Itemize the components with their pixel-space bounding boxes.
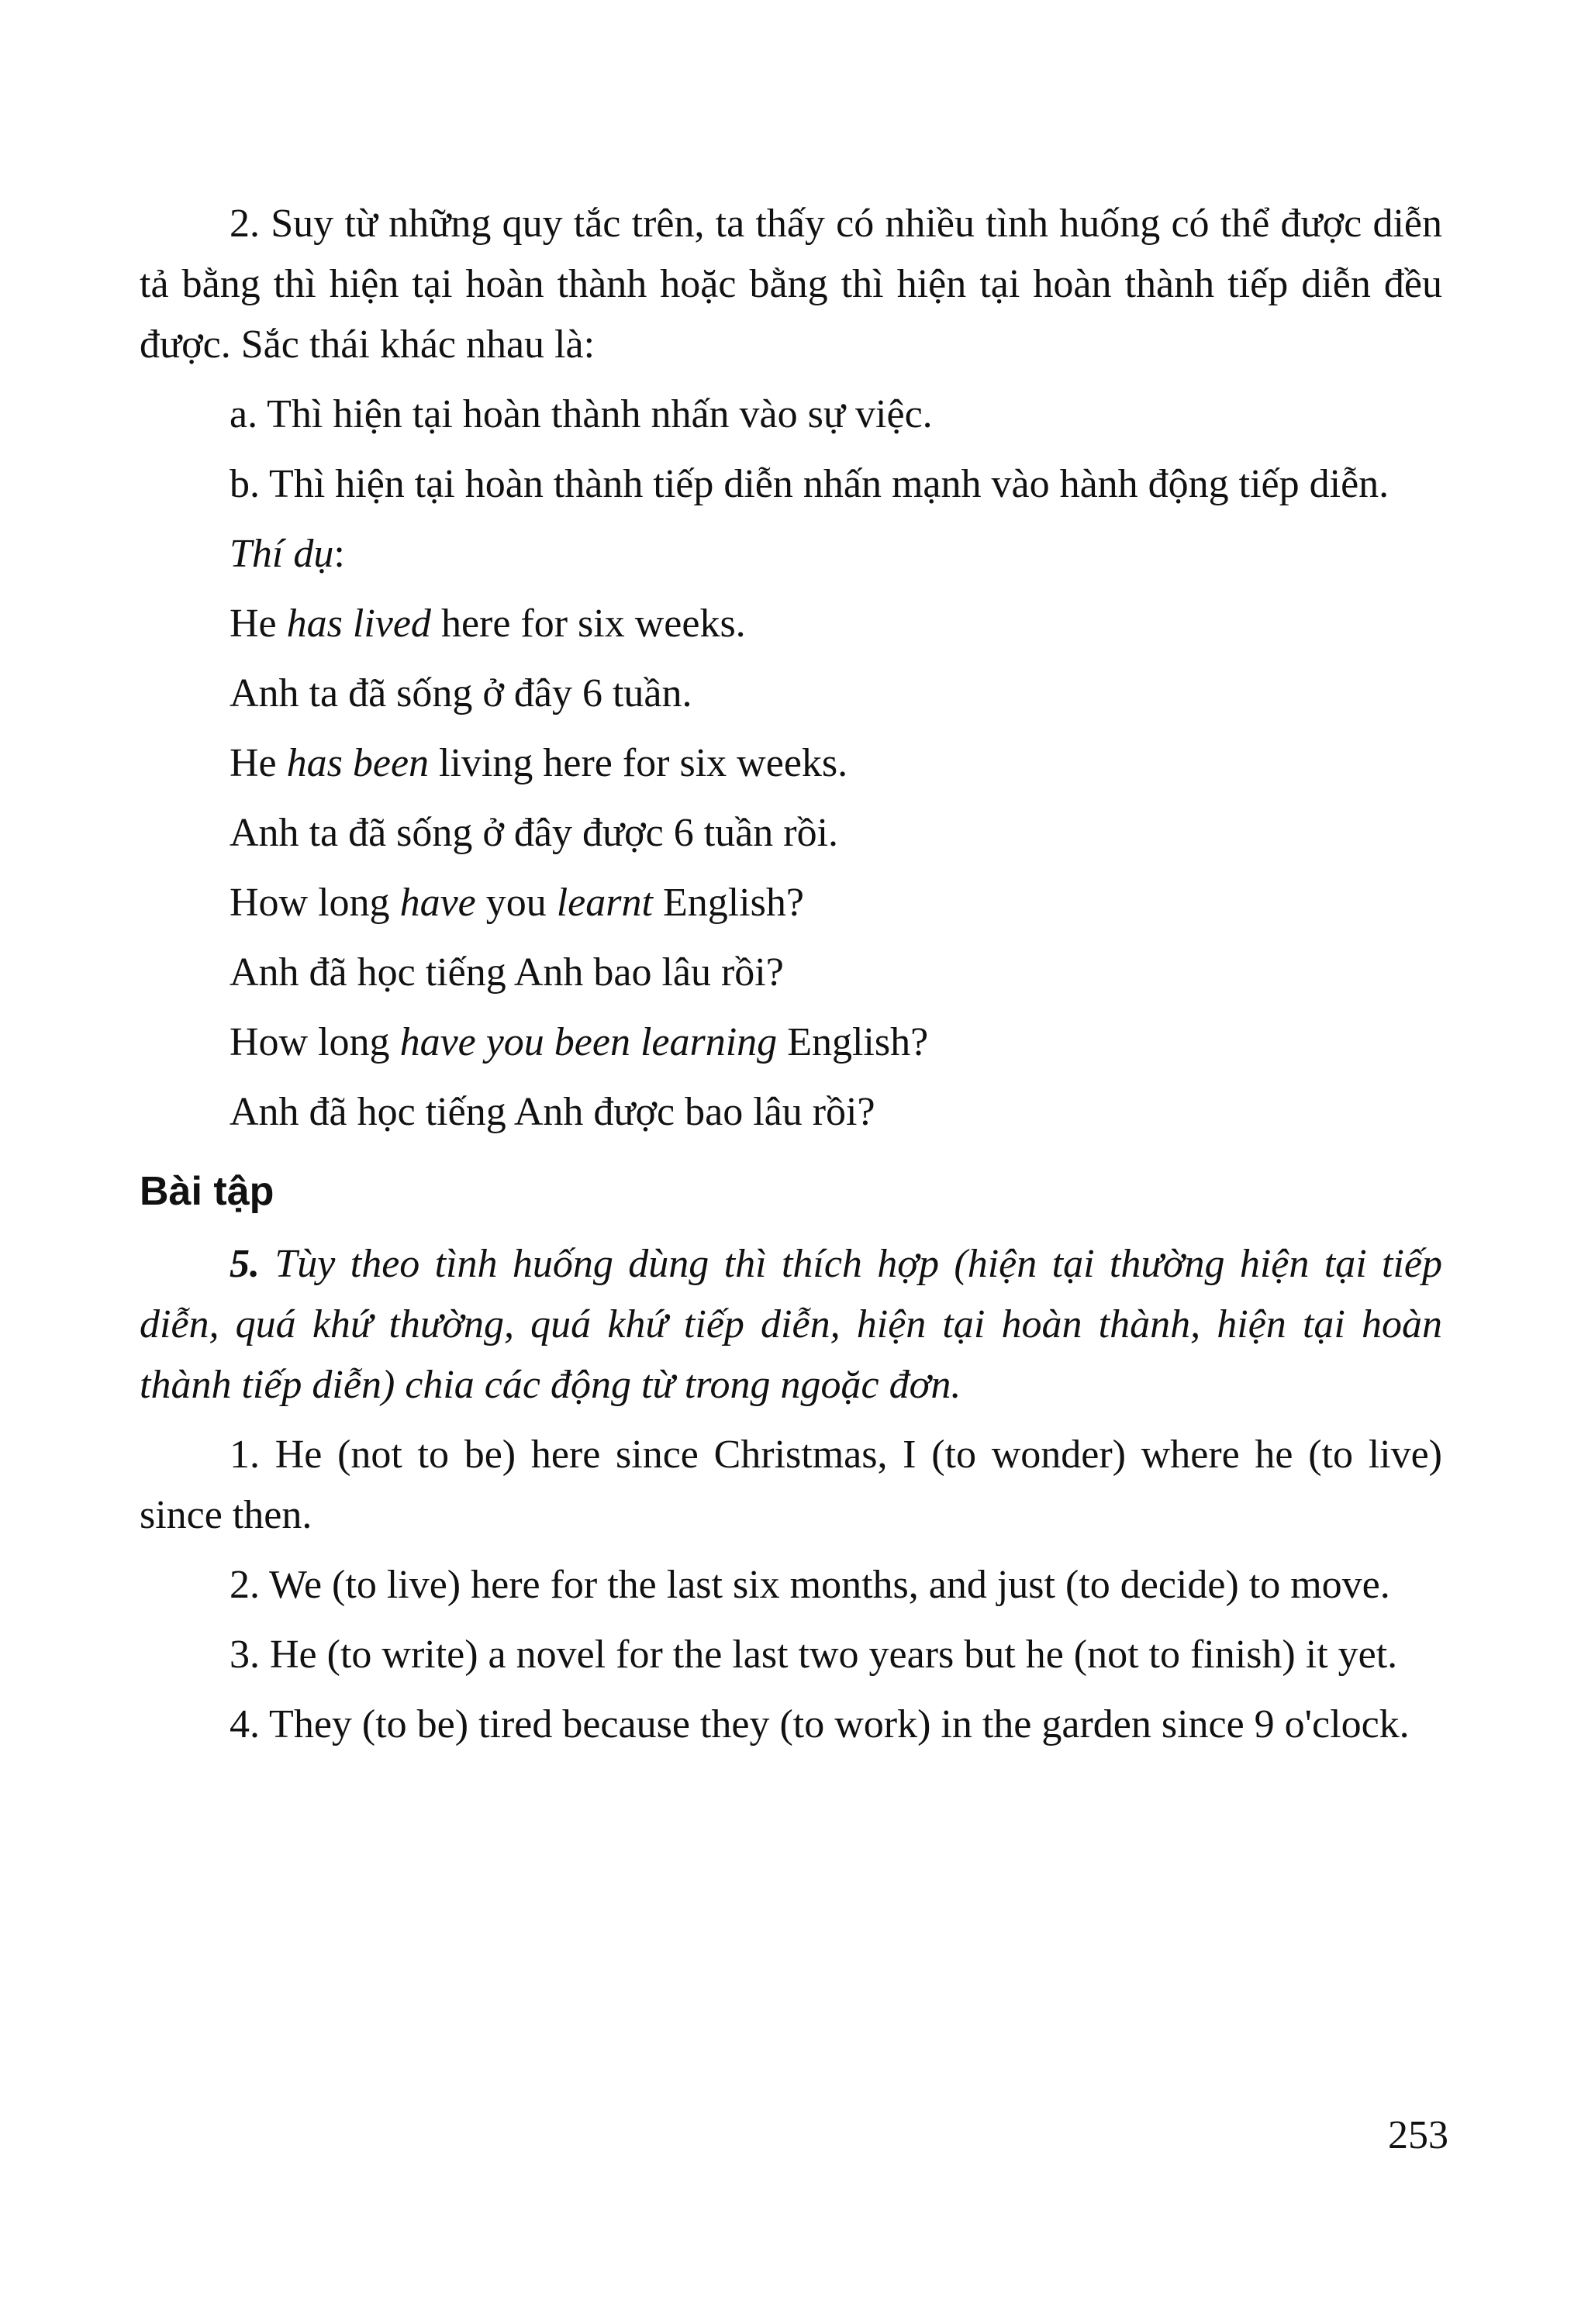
example-verb: has lived: [286, 602, 431, 646]
example-line: [230, 873, 1442, 933]
example-verb: has been: [286, 741, 430, 785]
example-line: [230, 594, 1442, 654]
example-text: How long: [230, 1020, 400, 1064]
example-text: English?: [777, 1020, 929, 1064]
exercise-item-3: 3. He (to write) a novel for the last two years but he (not to finish) it yet.: [230, 1633, 1398, 1677]
page-content: [140, 194, 1442, 1764]
example-verb: have you been learning: [399, 1020, 778, 1064]
example-translation: Anh ta đã sống ở đây được 6 tuần rồi.: [230, 811, 839, 855]
exercise-item-4: 4. They (to be) tired because they (to work) in the garden since 9 o'clock.: [230, 1702, 1410, 1746]
example-line: [230, 733, 1442, 794]
point-b: b. Thì hiện tại hoàn thành tiếp diễn nhấn mạnh vào hành động tiếp diễn.: [230, 462, 1390, 506]
example-translation: Anh đã học tiếng Anh được bao lâu rồi?: [230, 1090, 875, 1134]
example-translation: Anh ta đã sống ở đây 6 tuần.: [230, 671, 692, 715]
examples-label-text: Thí dụ: [230, 532, 334, 576]
example-text: you: [475, 881, 557, 925]
example-text: How long: [230, 881, 400, 925]
examples-label: [230, 524, 1442, 584]
exercises-heading: Bài tập: [140, 1169, 274, 1214]
example-verb: have: [399, 881, 476, 925]
example-text: here for six weeks.: [430, 602, 746, 646]
exercise-instruction-text: Tùy theo tình huống dùng thì thích hợp (hiện tại thường hiện tại tiếp diễn, quá khứ thường, quá khứ tiếp diễn, hiện tại hoàn thành, hiện tại hoàn thành tiếp diễn) chia các động từ trong ngoặc đơn.: [140, 1242, 1442, 1407]
page-number: 253: [1388, 2113, 1448, 2157]
exercise-instruction: [140, 1234, 1442, 1415]
example-line: [230, 1012, 1442, 1073]
example-verb: learnt: [556, 881, 653, 925]
point-a: a. Thì hiện tại hoàn thành nhấn vào sự việc.: [230, 392, 933, 436]
example-text: He: [230, 602, 287, 646]
exercise-number: 5.: [230, 1242, 260, 1286]
exercise-item-1: 1. He (not to be) here since Christmas, I (to wonder) where he (to live) since then.: [140, 1433, 1442, 1537]
example-text: He: [230, 741, 287, 785]
exercise-item-2: 2. We (to live) here for the last six months, and just (to decide) to move.: [230, 1563, 1390, 1607]
example-text: living here for six weeks.: [429, 741, 848, 785]
intro-paragraph: 2. Suy từ những quy tắc trên, ta thấy có nhiều tình huống có thể được diễn tả bằng thì hiện tại hoàn thành hoặc bằng thì hiện tại hoàn thành tiếp diễn đều được. Sắc thái khác nhau là:: [140, 202, 1442, 367]
example-text: English?: [652, 881, 804, 925]
example-translation: Anh đã học tiếng Anh bao lâu rồi?: [230, 950, 784, 995]
examples-label-colon: :: [333, 532, 345, 576]
